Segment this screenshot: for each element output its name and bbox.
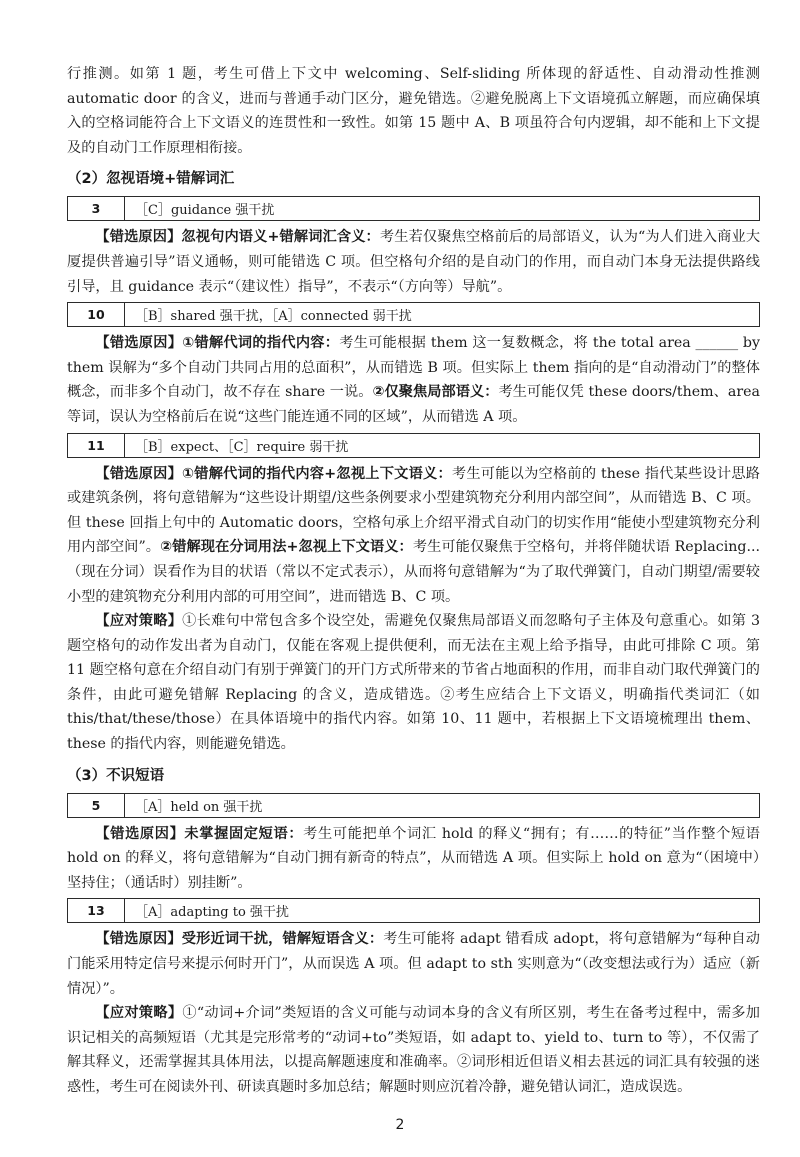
section-2-title: （2）忽视语境+错解词汇 [67, 171, 235, 188]
item-number: 5 [68, 794, 125, 817]
reason-text: 考生可能根据 them 这一复数概念，将 the total area ______ by them 误解为“多个自动门共同占用的总面积”，从而错选 B 项。但实际上 them 指向的是“自动滑动门”的整体概念，而非多个自动门，故不存在 share 一说。 [67, 335, 761, 401]
reason-text: 考生可能将 adapt 错看成 adopt，将句意错解为“每种自动门能采用特定信号来提示何时开门”，从而误选 A 项。但 adapt to sth 实则意为“（改变想法或行为）适应（新情况）”。 [67, 931, 760, 997]
item-options: ［B］expect、［C］require 弱干扰 [135, 439, 349, 455]
reason-text: 考生可能仅聚焦于空格句，并将伴随状语 Replacing...（现在分词）误看作为目的状语（常以不定式表示），从而将句意错解为“为了取代弹簧门，自动门期望/需要较小型的建筑物充分利用内部的可用空间”，进而错选 B、C 项。 [67, 539, 760, 605]
item-number: 3 [68, 197, 125, 220]
reason-text: 考生可能以为空格前的 these 指代某些设计思路或建筑条例，将句意错解为“这些设计期望/这些条例要求小型建筑物充分利用内部空间”，从而错选 B、C 项。但 these 回指上句中的 Automatic doors，空格句承上介绍平滑式自动门的切实作用“能使小型建筑物充分利用内部空间”。 [67, 465, 760, 556]
reason-text: 考生可能仅凭 these doors/them、area 等词，误认为空格前后在说“这些门能连通不同的区域”，从而错选 A 项。 [67, 384, 760, 425]
reason-paragraph-13 [67, 927, 760, 1001]
reason-label: ②错解现在分词用法+忽视上下文语义： [160, 539, 413, 556]
item-row-3 [67, 196, 760, 221]
section-3-title: （3）不识短语 [67, 767, 165, 784]
item-number: 13 [68, 899, 125, 922]
strategy-text: ①“动词+介词”类短语的含义可能与动词本身的含义有所区别，考生在备考过程中，需多加识记相关的高频短语（尤其是完形常考的“动词+to”类短语，如 adapt to、yield to、turn to 等），不仅需了解其释义，还需掌握其具体用法，以提高解题速度和准确率。②词形相近但语义相去甚远的词汇具有较强的迷惑性，考生可在阅读外刊、研读真题时多加总结；解题时则应沉着冷静，避免错认词汇，造成误选。 [67, 1005, 760, 1095]
item-row-11 [67, 433, 760, 458]
reason-paragraph-3 [67, 225, 760, 299]
item-row-10 [67, 302, 760, 327]
strategy-label: 【应对策略】 [95, 1005, 183, 1022]
reason-label: 【错选原因】①错解代词的指代内容： [95, 335, 340, 352]
reason-paragraph-10 [67, 331, 760, 429]
item-row-13 [67, 898, 760, 923]
strategy-text: ①长难句中常包含多个设空处，需避免仅聚焦局部语义而忽略句子主体及句意重心。如第 3 题空格句的动作发出者为自动门，仅能在客观上提供便利，而无法在主观上给予指导，由此可排除 C 项。第 11 题空格句意在介绍自动门有别于弹簧门的开门方式所带来的节省占地面积的作用，而非自动门取代弹簧门的条件，由此可避免错解 Replacing 的含义，造成错选。②考生应结合上下文语义，明确指代类词汇（如 this/that/these/those）在具体语境中的指代内容。如第 10、11 题中，若根据上下文语境梳理出 them、these 的指代内容，则能避免错选。 [67, 613, 760, 753]
reason-label: 【错选原因】受形近词干扰，错解短语含义： [95, 931, 384, 948]
reason-label: 【错选原因】未掌握固定短语： [95, 825, 304, 842]
reason-label: 【错选原因】①错解代词的指代内容+忽视上下文语义： [95, 465, 452, 482]
reason-paragraph-5 [67, 822, 760, 896]
item-options: ［B］shared 强干扰，［A］connected 弱干扰 [135, 309, 412, 325]
item-options: ［A］held on 强干扰 [135, 799, 263, 815]
item-options: ［C］guidance 强干扰 [135, 203, 275, 219]
item-number: 10 [68, 303, 125, 326]
item-row-5 [67, 793, 760, 818]
item-options: ［A］adapting to 强干扰 [135, 905, 289, 921]
reason-label: 【错选原因】忽视句内语义+错解词汇含义： [95, 229, 380, 246]
item-number: 11 [68, 434, 125, 457]
reason-paragraph-11 [67, 462, 760, 610]
intro-paragraph: 行推测。如第 1 题，考生可借上下文中 welcoming、Self-sliding 所体现的舒适性、自动滑动性推测 automatic door 的含义，进而与普通手动门区分，避免错选。②避免脱离上下文语境孤立解题，而应确保填入的空格词能符合上下文语义的连贯性和一致性。如第 15 题中 A、B 项虽符合句内逻辑，却不能和上下文提及的自动门工作原理相衔接。 [67, 66, 760, 156]
reason-label: ②仅聚焦局部语义： [372, 384, 499, 401]
strategy-paragraph-3 [67, 1001, 760, 1099]
reason-text: 考生可能把单个词汇 hold 的释义“拥有；有……的特征”当作整个短语 hold on 的释义，将句意错解为“自动门拥有新奇的特点”，从而错选 A 项。但实际上 hold on 意为“（困境中）坚持住；（通话时）别挂断”。 [67, 825, 760, 891]
reason-text: 考生若仅聚焦空格前后的局部语义，认为“为人们进入商业大厦提供普遍引导”语义通畅，则可能错选 C 项。但空格句介绍的是自动门的作用，而自动门本身无法提供路线引导，且 guidance 表示“（建议性）指导”，不表示“（方向等）导航”。 [67, 229, 761, 295]
strategy-paragraph-2 [67, 609, 760, 757]
page-number: 2 [395, 1117, 405, 1133]
strategy-label: 【应对策略】 [95, 613, 183, 630]
